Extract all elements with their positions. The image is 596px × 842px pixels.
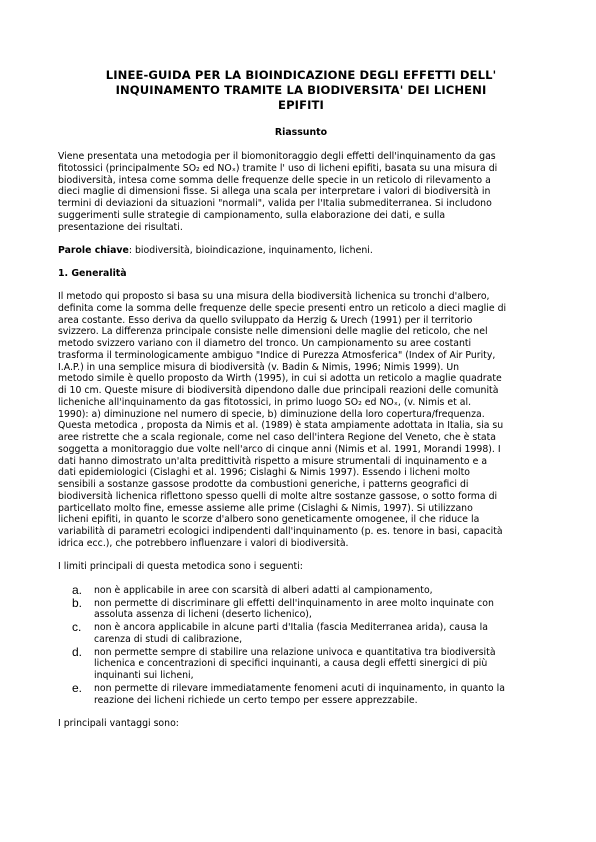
list-marker: e. [72,680,83,695]
list-marker: c. [72,620,82,634]
list-item-text: non è applicabile in aree con scarsità di alberi adatti al campionamento, [94,584,433,596]
advantages-intro: I principali vantaggi sono: [58,718,179,730]
list-item [72,622,544,646]
document-title: LINEE-GUIDA PER LA BIOINDICAZIONE DEGLI EFFETTI DELL' INQUINAMENTO TRAMITE LA BIODIVERSITA' DEI LICHENI EPIFITI [105,68,497,112]
list-item [72,582,544,597]
list-item [72,595,544,622]
abstract-heading: Riassunto [274,127,328,138]
list-marker: b. [72,595,83,610]
body-paragraph: Il metodo qui proposto si basa su una misura della biodiversità lichenica su tronchi d'albero, definita come la somma delle frequenze delle specie presenti entro un reticolo a dieci maglie di area costante. Esso deriva da quello sviluppato da Herzig & Urech (1991) per il territorio svizzero. La differenza principale consiste nelle dimensioni delle maglie del reticolo, che nel metodo svizzero variano con il diametro del tronco. Un campionamento su aree costanti trasforma il terminologicamente ambiguo "Indice di Purezza Atmosferica" (Index of Air Purity, I.A.P.) in una semplice misura di biodiversità (v. Badin & Nimis, 1996; Nimis 1999). Un metodo simile è quello proposto da Wirth (1995), in cui si adotta un reticolo a maglie quadrate di 10 cm. Queste misure di biodiversità dipendono dalle due principali reazioni delle comunità licheniche all'inquinamento da gas fitotossici, in primo luogo SO₂ ed NOₓ, (v. Nimis et al. 1990): a) diminuzione nel numero di specie, b) diminuzione della loro copertura/frequenza. Questa metodica , proposta da Nimis et al. (1989) è stata ampiamente adottata in Italia, sia su aree ristrette che a scala regionale, come nel caso dell'intera Regione del Veneto, che è stata soggetta a monitoraggio due volte nell'arco di cinque anni (Nimis et al. 1991, Morandi 1998). I dati hanno dimostrato un'alta predittività rispetto a misure strumentali di inquinamento e a dati epidemiologici (Cislaghi et al. 1996; Cislaghi & Nimis 1997). Essendo i licheni molto sensibili a sostanze gassose prodotte da combustioni generiche, i patterns geografici di biodiversità lichenica riflettono spesso quelli di molte altre sostanze gassose, o sotto forma di particellato molto fine, emesse assieme alle prime (Cislaghi & Nimis, 1997). Si utilizzano licheni epifiti, in quanto le scorze d'albero sono geneticamente omogenee, il che riduce la variabilità di parametri ecologici indipendenti dall'inquinamento (p. es. tenore in basi, capacità idrica ecc.), che potrebbero influenzare i valori di biodiversità. [58,291,507,549]
keywords-label: Parole chiave [58,244,129,256]
limits-intro: I limiti principali di questa metodica sono i seguenti: [58,561,303,572]
list-item [72,644,544,682]
keywords-text: : biodiversità, bioindicazione, inquinamento, licheni. [128,244,373,256]
list-marker: d. [72,644,83,659]
keywords-line [58,245,544,257]
abstract-paragraph: Viene presentata una metodogia per il biomonitoraggio degli effetti dell'inquinamento da gas fitotossici (principalmente SO₂ ed NOₓ) tramite l' uso di licheni epifiti, basata su una misura di biodiversità, intesa come somma delle frequenze delle specie in un reticolo di rilevamento a dieci maglie di dimensioni fisse. Si allega una scala per interpretare i valori di biodiversità in termini di deviazioni da situazioni "normali", valida per l'Italia submediterranea. Si includono suggerimenti sulle strategie di campionamento, sulla elaborazione dei dati, e sulla presentazione dei risultati. [58,151,498,233]
list-marker: a. [72,582,83,597]
list-item-text: non permette di rilevare immediatamente fenomeni acuti di inquinamento, in quanto la reazione dei licheni richiede un certo tempo per essere apprezzabile. [94,682,505,706]
list-item [72,680,544,707]
list-item-text: non permette di discriminare gli effetti dell'inquinamento in aree molto inquinate con assoluta assenza di licheni (deserto lichenico), [94,597,494,621]
limits-list [58,582,544,707]
section-heading: 1. Generalità [58,268,127,279]
list-item-text: non è ancora applicabile in alcune parti d'Italia (fascia Mediterranea arida), causa la carenza di studi di calibrazione, [94,622,488,645]
list-item-text: non permette sempre di stabilire una relazione univoca e quantitativa tra biodiversità lichenica e concentrazioni di specifici inquinanti, a causa degli effetti sinergici di più inquinanti sui licheni, [94,646,496,681]
